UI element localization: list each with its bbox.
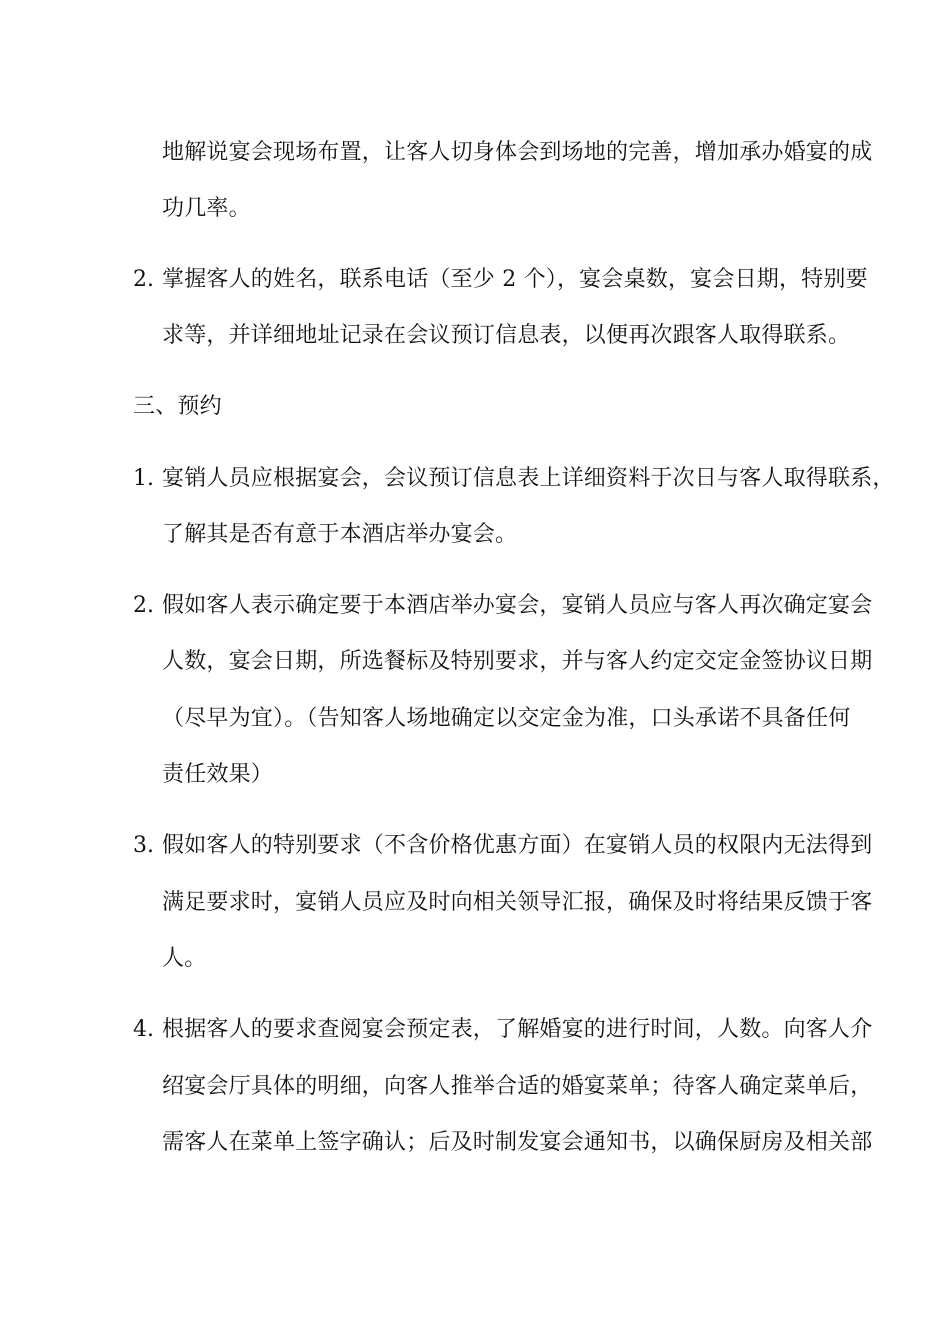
list-item-line: 需客人在菜单上签字确认；后及时制发宴会通知书，以确保厨房及相关部 xyxy=(162,1130,873,1155)
list-item-line: 了解其是否有意于本酒店举办宴会。 xyxy=(162,522,518,547)
list-number: 4. xyxy=(133,1017,154,1042)
list-number: 2. xyxy=(133,267,154,292)
list-item-line: 掌握客人的姓名，联系电话（至少 2 个），宴会桌数，宴会日期，特别要 xyxy=(162,267,868,292)
list-item-line: （尽早为宜）。（告知客人场地确定以交定金为准，口头承诺不具备任何 xyxy=(162,706,851,731)
section-heading: 三、预约 xyxy=(133,394,222,419)
list-item-line: 宴销人员应根据宴会，会议预订信息表上详细资料于次日与客人取得联系， xyxy=(162,466,895,491)
list-item-line: 求等，并详细地址记录在会议预订信息表，以便再次跟客人取得联系。 xyxy=(162,323,851,348)
list-item-line: 责任效果） xyxy=(162,762,274,787)
list-item-line: 根据客人的要求查阅宴会预定表，了解婚宴的进行时间，人数。向客人介 xyxy=(162,1017,873,1042)
list-number: 3. xyxy=(133,833,154,858)
list-number: 2. xyxy=(133,593,154,618)
list-number: 1. xyxy=(133,466,154,491)
list-item-line: 绍宴会厅具体的明细，向客人推举合适的婚宴菜单；待客人确定菜单后， xyxy=(162,1074,873,1099)
paragraph-line: 功几率。 xyxy=(162,196,251,221)
list-item-line: 满足要求时，宴销人员应及时向相关领导汇报，确保及时将结果反馈于客 xyxy=(162,890,873,915)
list-item-line: 假如客人的特别要求（不含价格优惠方面）在宴销人员的权限内无法得到 xyxy=(162,833,873,858)
list-item-line: 假如客人表示确定要于本酒店举办宴会，宴销人员应与客人再次确定宴会 xyxy=(162,593,873,618)
paragraph-line: 地解说宴会现场布置，让客人切身体会到场地的完善，增加承办婚宴的成 xyxy=(162,140,873,165)
list-item-line: 人。 xyxy=(162,946,207,971)
list-item-line: 人数，宴会日期，所选餐标及特别要求，并与客人约定交定金签协议日期 xyxy=(162,649,873,674)
